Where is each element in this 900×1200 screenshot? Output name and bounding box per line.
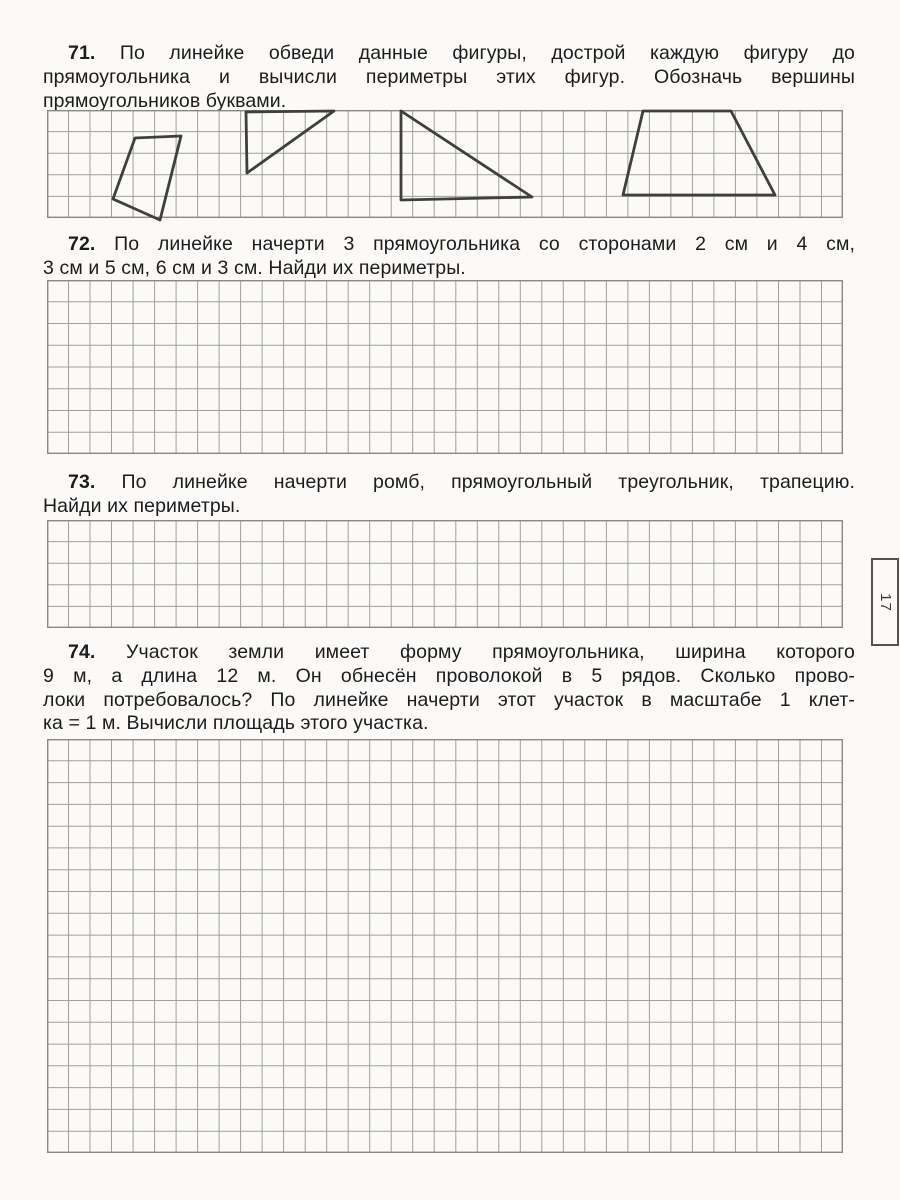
page-number: 17	[876, 592, 894, 612]
task-71-line-1	[43, 42, 855, 66]
figure-right-triangle-bottom-left	[401, 111, 532, 200]
figure-right-triangle-top-left	[246, 111, 334, 173]
grid-task-73	[47, 520, 843, 628]
task-74-number: 74.	[68, 641, 96, 663]
task-73	[43, 471, 855, 519]
task-74	[43, 641, 855, 736]
task-71-number: 71.	[68, 42, 96, 64]
task-72	[43, 233, 855, 281]
task-73-line-1	[43, 471, 855, 495]
grid-task-71	[47, 110, 843, 218]
task-71	[43, 42, 855, 113]
task-72-line-2: 3 см и 5 см, 6 см и 3 см. Найди их периметры.	[43, 256, 466, 279]
grid-task-74	[47, 739, 843, 1153]
task-71-line-3: прямоугольников буквами.	[43, 89, 287, 112]
task-73-text-1: По линейке начерти ромб, прямоугольный треугольник, трапецию.	[121, 471, 855, 493]
figure-slanted-quadrilateral	[113, 136, 181, 220]
task-72-number: 72.	[68, 233, 96, 255]
task-73-line-2: Найди их периметры.	[43, 494, 241, 517]
task-74-line-1	[43, 641, 855, 665]
task-74-text-1: Участок земли имеет форму прямоугольника, ширина которого	[125, 641, 855, 663]
task-73-number: 73.	[68, 471, 96, 493]
task-74-line-3: локи потребовалось? По линейке начерти этот участок в масштабе 1 клет-	[43, 688, 855, 711]
task-74-line-4: ка = 1 м. Вычисли площадь этого участка.	[43, 712, 429, 735]
task-74-line-2: 9 м, а длина 12 м. Он обнесён проволокой в 5 рядов. Сколько прово-	[43, 664, 855, 687]
task-71-line-2: прямоугольника и вычисли периметры этих фигур. Обозначь вершины	[43, 65, 855, 88]
task-72-text-1: По линейке начерти 3 прямоугольника со сторонами 2 см и 4 см,	[114, 233, 855, 255]
page-number-tab	[871, 558, 899, 646]
task-72-line-1	[43, 233, 855, 257]
task-71-text-1: По линейке обведи данные фигуры, дострой каждую фигуру до	[119, 42, 855, 64]
grid-task-72	[47, 280, 843, 454]
